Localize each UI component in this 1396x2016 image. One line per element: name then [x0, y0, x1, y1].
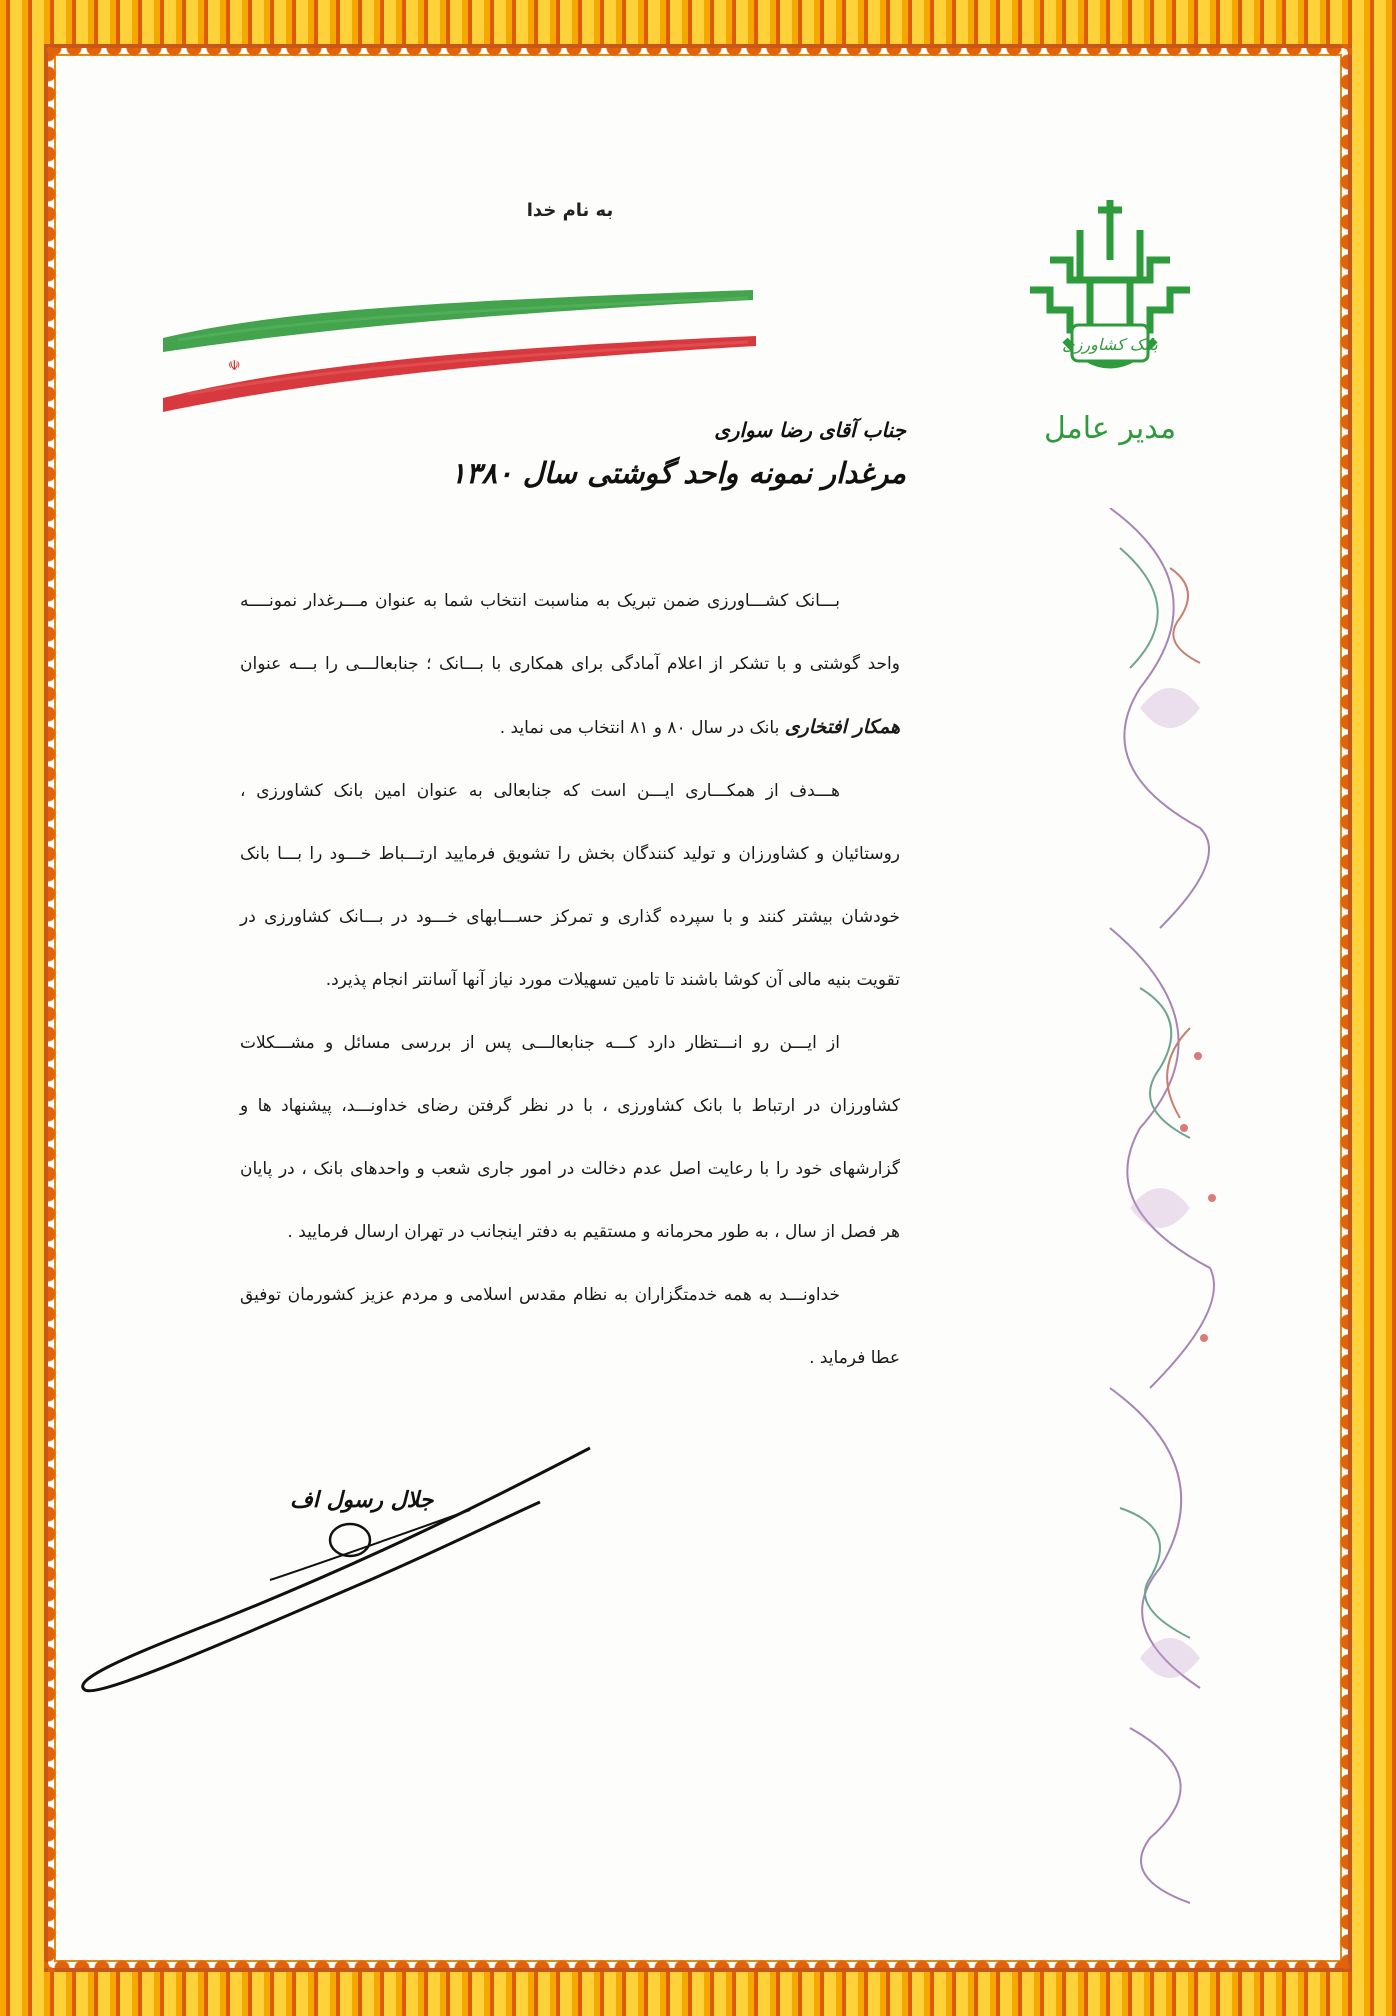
- paragraph-3: از ایـــن رو انـــتظار دارد کـــه جنابعالـــی پس از بررسی مسائل و مشـــکلات کشاورزان در ارتباط با بانک کشاورزی ، با در نظر گرفتن رضای خداونـــد، پیشنهاد ها و گزارشهای خود را با رعایت اصل عدم دخالت در امور جاری شعب و واحدهای بانک ، در پایان هر فصل از سال ، به طور محرمانه و مستقیم به دفتر اینجانب در تهران ارسال فرمایید .: [240, 1033, 900, 1242]
- logo-text: بانک کشاورزی: [1062, 335, 1158, 354]
- paragraph-1: [240, 570, 900, 760]
- bank-logo-block: [1010, 190, 1210, 446]
- border-left-ornament: [48, 44, 62, 1972]
- award-headline: مرغدار نمونه واحد گوشتی سال ۱۳۸۰: [450, 456, 906, 490]
- honorary-partner-emphasis: همکار افتخاری: [784, 716, 900, 738]
- paragraph-2: هـــدف از همکـــاری ایـــن است که جنابعالی به عنوان امین بانک کشاورزی ، روستائیان و کشاورزان و تولید کنندگان بخش را تشویق فرمایید ارتـــباط خـــود را بـــا بانک خودشان بیشتر کنند و با سپرده گذاری و تمرکز حســـابهای خـــود در بـــانک کشاورزی در تقویت بنیه مالی آن کوشا باشند تا تامین تسهیلات مورد نیاز آنها آسانتر انجام پذیرد.: [240, 781, 900, 990]
- paragraph-1-part-1: بـــانک کشـــاورزی ضمن تبریک به مناسبت انتخاب شما به عنوان مـــرغدار نمونــــه واحد گوشتی و با تشکر از اعلام آمادگی برای همکاری با بـــانک ؛ جنابعالـــی را بـــه عنوان: [240, 591, 900, 674]
- recipient-name: جناب آقای رضا سواری: [714, 418, 906, 442]
- basmala-heading: به نام خدا: [526, 200, 614, 221]
- border-bottom-ornament: [44, 1954, 1352, 1968]
- border-right-ornament: [1334, 44, 1348, 1972]
- signer-name: جلال رسول اف: [290, 1488, 434, 1513]
- bank-keshavarzi-logo-icon: [1010, 190, 1210, 390]
- paragraph-4: خداونـــد به همه خدمتگزاران به نظام مقدس اسلامی و مردم عزیز کشورمان توفیق عطا فرماید .: [240, 1285, 900, 1368]
- handwritten-signature-icon: [70, 1440, 630, 1710]
- letter-body: [240, 570, 900, 1390]
- paragraph-1-part-2: بانک در سال ۸۰ و ۸۱ انتخاب می نماید .: [499, 718, 780, 738]
- border-top-ornament: [44, 48, 1352, 62]
- arabesque-ornament: [1100, 508, 1230, 1908]
- address-block: [306, 418, 906, 490]
- svg-text:☫: ☫: [228, 358, 241, 374]
- iran-flag-brush-icon: [158, 270, 758, 420]
- ceo-title: مدیر عامل: [1043, 411, 1177, 446]
